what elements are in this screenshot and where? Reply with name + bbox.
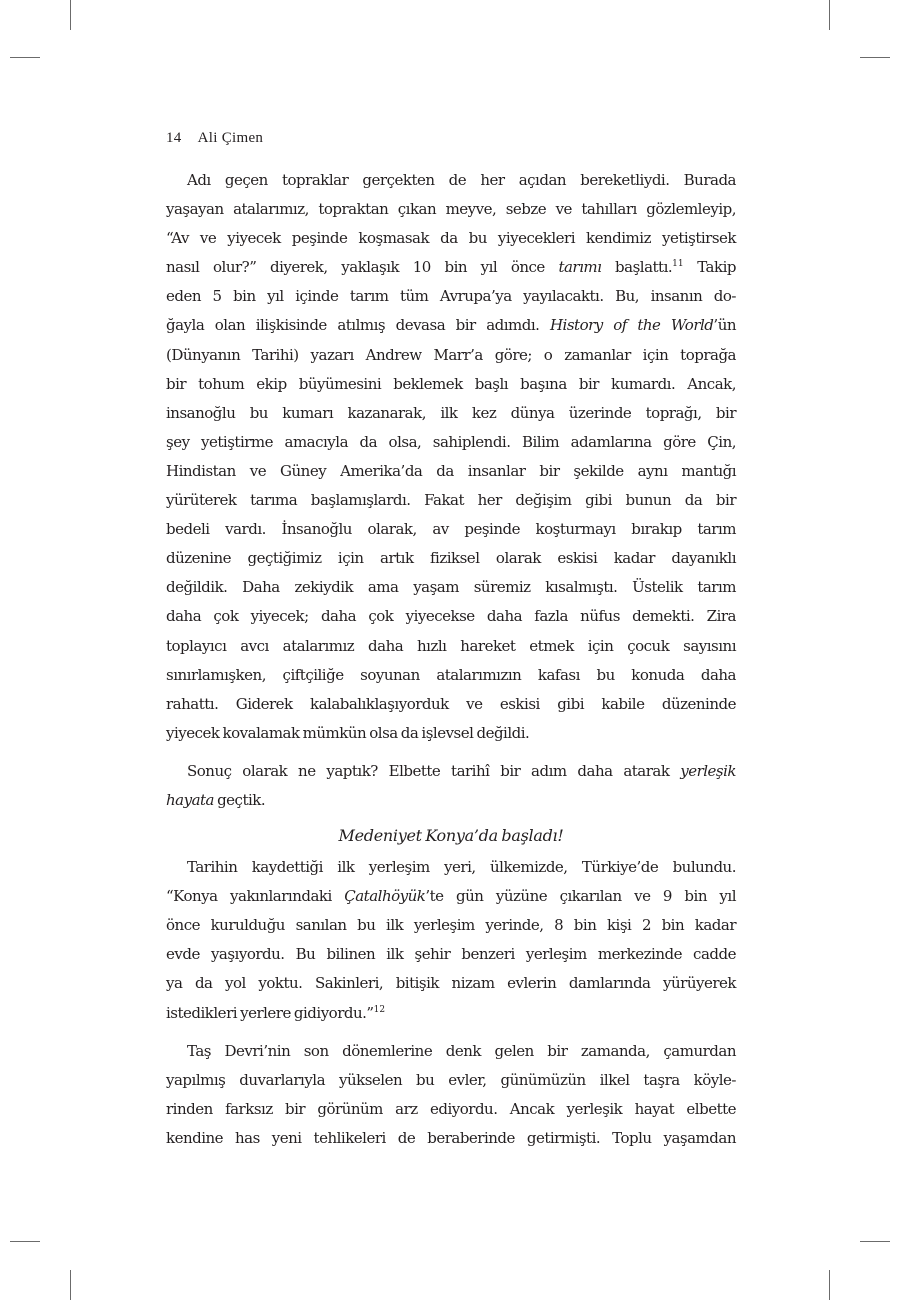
text-line [166,573,736,602]
author-name: Ali Çimen [197,130,264,146]
text-run: Hindistan ve Güney Amerika’da da insanlar bir şekilde aynı mantığı [166,461,736,480]
text-run: Sonuç olarak ne yaptık? Elbette tarihî bir adım daha atarak [187,761,681,780]
text-run: yiyecek kovalamak mümkün olsa da işlevsel değildi. [166,723,530,742]
text-line [166,969,736,998]
text-run: (Dünyanın Tarihi) yazarı Andrew Marr’a göre; o zamanlar için toprağa [166,345,736,364]
crop-mark-bottom-right [829,1270,830,1300]
text-run: evde yaşıyordu. Bu bilinen ilk şehir benzeri yerleşim merkezinde cadde [166,945,736,964]
text-run: değildik. Daha zekiydik ama yaşam süremiz kısalmıştı. Üstelik tarım [166,578,736,597]
text-run: eden 5 bin yıl içinde tarım tüm Avrupa’ya yayılacaktı. Bu, insanın do- [166,287,736,306]
crop-mark-top-right [829,0,830,30]
body-text [166,166,736,1153]
text-run: yaşayan atalarımız, topraktan çıkan meyve, sebze ve tahılları gözlemleyip, [166,200,736,219]
text-run: düzenine geçtiğimiz için artık fiziksel olarak eskisi kadar dayanıklı [166,549,736,568]
paragraph [166,1037,736,1153]
footnote-ref: 12 [373,1004,386,1015]
text-line [166,1095,736,1124]
text-line [166,486,736,515]
text-line [166,853,736,882]
text-line [166,786,736,815]
text-run: istedikleri yerlere gidiyordu.” [166,1003,374,1022]
italic-text: hayata [166,790,214,809]
text-line [166,515,736,544]
italic-text: yerleşik [680,761,736,780]
text-run: ya da yol yoktu. Sakinleri, bitişik nizam evlerin damlarında yürüyerek [166,974,736,993]
running-header [166,130,263,147]
text-line [166,911,736,940]
text-run: bir tohum ekip büyümesini beklemek başlı başına bir kumardı. Ancak, [166,374,736,393]
text-line [166,602,736,631]
text-line [166,882,736,911]
text-run: toplayıcı avcı atalarımız daha hızlı hareket etmek için çocuk sayısını [166,636,736,655]
text-run: kendine has yeni tehlikeleri de beraberinde getirmişti. Toplu yaşamdan [166,1128,736,1147]
italic-text: tarımı [558,258,602,277]
text-run: ğayla olan ilişkisinde atılmış devasa bir adımdı. [166,316,550,335]
text-run: şey yetiştirme amacıyla da olsa, sahiplendi. Bilim adamlarına göre Çin, [166,432,736,451]
text-run: ’ün [713,316,737,335]
text-run: “Konya yakınlarındaki [166,887,345,906]
crop-mark-top-left [70,0,71,30]
text-run: insanoğlu bu kumarı kazanarak, ilk kez dünya üzerinde toprağı, bir [166,403,736,422]
text-run: bedeli vardı. İnsanoğlu olarak, av peşinde koşturmayı bırakıp tarım [166,520,736,539]
text-line [166,224,736,253]
crop-mark-bottom-left [70,1270,71,1300]
paragraph [166,853,736,1028]
text-line [166,282,736,311]
text-run: başlattı. [601,258,673,277]
text-line [166,661,736,690]
text-line [166,195,736,224]
section-heading: Medeniyet Konya’da başladı! [338,826,564,846]
text-line [166,1037,736,1066]
paragraph [166,166,736,748]
italic-text: History of the World [549,316,714,335]
paragraph [166,757,736,815]
crop-mark-top-left [10,57,40,58]
text-run: Tarihin kaydettiği ilk yerleşim yeri, ülkemizde, Türkiye’de bulundu. [187,858,736,877]
text-line [166,399,736,428]
text-line [166,690,736,719]
crop-mark-top-right [860,57,890,58]
text-line [166,341,736,370]
text-line [166,757,736,786]
crop-mark-bottom-left [10,1241,40,1242]
text-run: yapılmış duvarlarıyla yükselen bu evler, günümüzün ilkel taşra köyle- [166,1070,736,1089]
crop-mark-bottom-right [860,1241,890,1242]
italic-text: Çatalhöyük [344,887,426,906]
text-run: ’te gün yüzüne çıkarılan ve 9 bin yıl [425,887,737,906]
text-line [166,1066,736,1095]
text-line [166,253,736,282]
text-line [166,457,736,486]
text-run: daha çok yiyecek; daha çok yiyecekse daha fazla nüfus demekti. Zira [166,607,736,626]
text-line [166,719,736,748]
text-line [166,311,736,340]
text-line [166,940,736,969]
text-run: yürüterek tarıma başlamışlardı. Fakat her değişim gibi bunun da bir [166,491,736,510]
text-line [166,166,736,195]
text-run: önce kurulduğu sanılan bu ilk yerleşim yerinde, 8 bin kişi 2 bin kadar [166,916,736,935]
text-run: geçtik. [214,790,266,809]
text-line [166,428,736,457]
text-run: sınırlamışken, çiftçiliğe soyunan atalarımızın kafası bu konuda daha [166,665,736,684]
text-run: nasıl olur?” diyerek, yaklaşık 10 bin yıl önce [166,258,559,277]
text-run: Adı geçen topraklar gerçekten de her açıdan bereketliydi. Burada [187,171,736,189]
page-number: 14 [166,130,182,146]
text-run: Taş Devri’nin son dönemlerine denk gelen bir zamanda, çamurdan [187,1041,736,1060]
text-line [166,544,736,573]
footnote-ref: 11 [672,259,684,270]
text-line [166,632,736,661]
text-run: rahattı. Giderek kalabalıklaşıyorduk ve eskisi gibi kabile düzeninde [166,694,736,713]
text-line [166,1124,736,1153]
text-run: rinden farksız bir görünüm arz ediyordu. Ancak yerleşik hayat elbette [166,1099,736,1118]
text-run: Takip [683,258,736,277]
text-line [166,999,736,1028]
text-run: “Av ve yiyecek peşinde koşmasak da bu yiyecekleri kendimiz yetiştirsek [166,229,736,248]
text-line [166,370,736,399]
